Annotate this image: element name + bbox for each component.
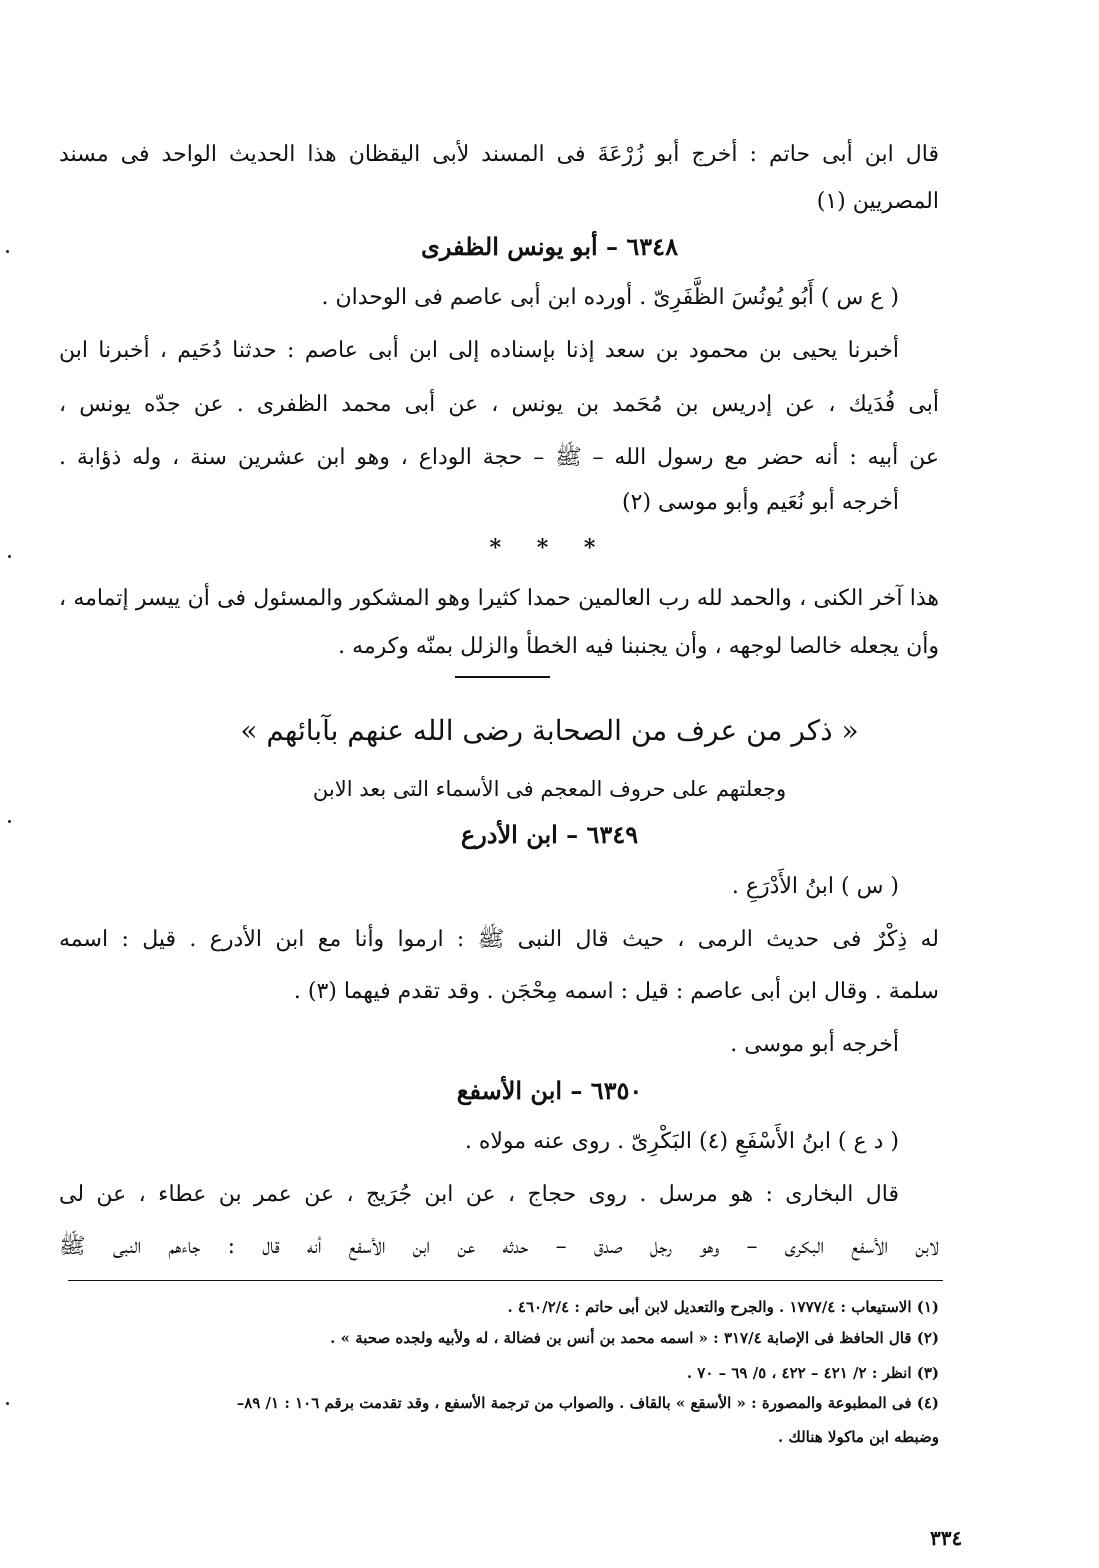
entry-heading: ٦٣٥٠ – ابن الأسفع	[456, 1076, 643, 1105]
entry-line: لابن الأسفع البكرى – وهو رجل صدق – حدثه عن ابن الأسفع أنه قال : جاءهم النبى ﷺ	[59, 1234, 939, 1259]
entry-line: عن أبيه : أنه حضر مع رسول الله – ﷺ – حجة الوداع ، وهو ابن عشرين سنة ، وله ذؤابة .	[59, 445, 939, 470]
closing-line: وأن يجعله خالصا لوجهه ، وأن يجنبنا فيه الخطأ والزلل بمنّه وكرمه .	[338, 634, 939, 659]
footnote: وضبطه ابن ماكولا هنالك .	[778, 1428, 939, 1446]
scan-speck	[6, 1402, 9, 1405]
closing-line: هذا آخر الكنى ، والحمد لله رب العالمين حمدا كثيرا وهو المشكور والمسئول فى أن ييسر إتمامه ،	[59, 586, 939, 611]
entry-line: سلمة . وقال ابن أبى عاصم : قيل : اسمه مِحْجَن . وقد تقدم فيهما (٣) .	[293, 979, 939, 1004]
footnote: (٤) فى المطبوعة والمصورة : « الأسقع » بالقاف . والصواب من ترجمة الأسفع ، وقد تقدمت برقم ١٠٦ : ١/ ٨٩–	[236, 1394, 939, 1412]
scan-speck	[8, 555, 11, 558]
footnote: (١) الاستيعاب : ١٧٧٧/٤ . والجرح والتعديل لابن أبى حاتم : ٤٦٠/٢/٤ .	[507, 1298, 939, 1316]
entry-line: أخرجه أبو موسى .	[730, 1032, 899, 1057]
section-title: « ذكر من عرف من الصحابة رضى الله عنهم بآبائهم »	[240, 714, 859, 747]
entry-line: له ذِكْرٌ فى حديث الرمى ، حيث قال النبى ﷺ : ارموا وأنا مع ابن الأدرع . قيل : اسمه	[59, 927, 939, 952]
scan-speck	[8, 820, 11, 823]
entry-heading: ٦٣٤٨ – أبو يونس الظفرى	[421, 232, 678, 261]
section-subtitle: وجعلتهم على حروف المعجم فى الأسماء التى بعد الابن	[312, 777, 787, 801]
entry-line: ( س ) ابنُ الأَدْرَعِ .	[731, 874, 899, 899]
entry-line: ( ع س ) أَبُو يُونُسَ الظَّفَرِىّ . أورده ابن أبى عاصم فى الوحدان .	[321, 285, 899, 310]
entry-line: أخبرنا يحيى بن محمود بن سعد إذنا بإسناده إلى ابن أبى عاصم : حدثنا دُحَيم ، أخبرنا ابن	[59, 338, 899, 363]
scan-speck	[6, 250, 9, 253]
footnote: (٢) قال الحافظ فى الإصابة ٣١٧/٤ : « اسمه محمد بن أنس بن فضالة ، له ولأبيه ولجده صحبة » .	[330, 1329, 939, 1347]
divider-rule	[455, 676, 550, 678]
entry-line: قال البخارى : هو مرسل . روى حجاج ، عن ابن جُرَيج ، عن عمر بن عطاء ، عن لى	[59, 1182, 899, 1207]
entry-line: أخرجه أبو نُعَيم وأبو موسى (٢)	[622, 490, 899, 515]
footnote: (٣) انظر : ٢/ ٤٢١ – ٤٢٢ ، ٥/ ٦٩ – ٧٠ .	[686, 1364, 939, 1382]
entry-line: أبى فُدَيك ، عن إدريس بن مُحَمد بن يونس ، عن أبى محمد الظفرى . عن جدّه يونس ،	[59, 392, 939, 417]
entry-line: ( د ع ) ابنُ الأَسْفَعِ (٤) البَكْرِىّ . روى عنه مولاه .	[464, 1129, 899, 1154]
paragraph-line: قال ابن أبى حاتم : أخرج أبو زُرْعَةَ فى المسند لأبى اليقظان هذا الحديث الواحد فى مسند	[59, 142, 939, 167]
section-separator: * * *	[489, 535, 610, 561]
footnote-rule	[68, 1280, 943, 1281]
entry-heading: ٦٣٤٩ – ابن الأدرع	[460, 820, 639, 849]
page-number: ٣٣٤	[930, 1526, 963, 1550]
paragraph-line: المصريين (١)	[816, 189, 939, 214]
